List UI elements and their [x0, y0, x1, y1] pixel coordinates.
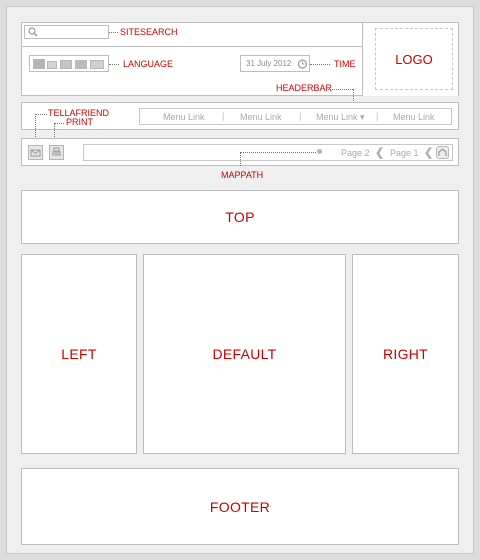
menu-link[interactable]: Menu Link	[163, 112, 205, 122]
mappath-leader-h	[240, 152, 316, 153]
search-icon	[28, 27, 38, 37]
menu-separator: |	[299, 111, 302, 121]
tellafriend-button[interactable]	[28, 145, 43, 160]
headerbar-leader-h	[328, 89, 353, 90]
tellafriend-icon	[29, 146, 42, 159]
region-right-label: RIGHT	[382, 346, 429, 362]
region-default	[143, 254, 346, 454]
pagination-page[interactable]: Page 1	[390, 148, 419, 158]
search-input[interactable]	[24, 25, 109, 39]
menu-bar	[139, 108, 452, 125]
region-footer	[21, 468, 459, 545]
time-leader	[310, 64, 330, 65]
menu-separator: |	[376, 111, 379, 121]
menu-separator: |	[222, 111, 225, 121]
print-icon	[50, 146, 63, 159]
print-annotation: PRINT	[66, 117, 93, 127]
language-flag-icon	[75, 60, 87, 69]
time-annotation: TIME	[334, 59, 356, 69]
menu-link-dropdown[interactable]: Menu Link ▾	[316, 112, 365, 122]
region-left-label: LEFT	[61, 346, 97, 362]
headerbar-leader-v	[353, 89, 354, 103]
region-left	[21, 254, 137, 454]
language-selector[interactable]	[29, 55, 109, 72]
language-annotation: LANGUAGE	[123, 59, 174, 69]
home-button[interactable]	[436, 146, 449, 159]
chevron-left-icon[interactable]: ❮	[375, 147, 385, 159]
chevron-left-icon[interactable]: ❮	[424, 147, 434, 159]
sitesearch-leader	[109, 32, 118, 33]
home-icon	[437, 147, 448, 158]
region-default-label: DEFAULT	[212, 346, 277, 362]
print-leader-h	[54, 123, 64, 124]
region-top	[21, 190, 459, 244]
language-flag-icon	[60, 60, 72, 69]
pagination-page[interactable]: Page 2	[341, 148, 370, 158]
language-flag-icon	[90, 60, 104, 69]
print-button[interactable]	[49, 145, 64, 160]
language-flag-icon	[33, 59, 45, 69]
tellafriend-leader-h	[35, 114, 47, 115]
menu-link[interactable]: Menu Link	[240, 112, 282, 122]
menu-link[interactable]: Menu Link	[393, 112, 435, 122]
language-flag-icon	[47, 61, 57, 69]
region-footer-label: FOOTER	[209, 498, 271, 515]
language-leader	[109, 64, 119, 65]
logo-placeholder	[375, 28, 453, 90]
mappath-dot	[317, 149, 322, 154]
logo-label: LOGO	[395, 52, 433, 67]
region-right	[352, 254, 459, 454]
mappath-leader-v	[240, 152, 241, 166]
date-display	[240, 55, 310, 72]
headerbar-annotation: HEADERBAR	[276, 83, 333, 93]
region-top-label: TOP	[225, 209, 255, 225]
header-divider	[22, 46, 362, 47]
sitesearch-annotation: SITESEARCH	[120, 27, 178, 37]
clock-icon	[297, 58, 308, 69]
date-text: 31 July 2012	[246, 59, 292, 68]
tellafriend-annotation: TELLAFRIEND	[48, 108, 110, 118]
mappath-annotation: MAPPATH	[221, 170, 264, 180]
